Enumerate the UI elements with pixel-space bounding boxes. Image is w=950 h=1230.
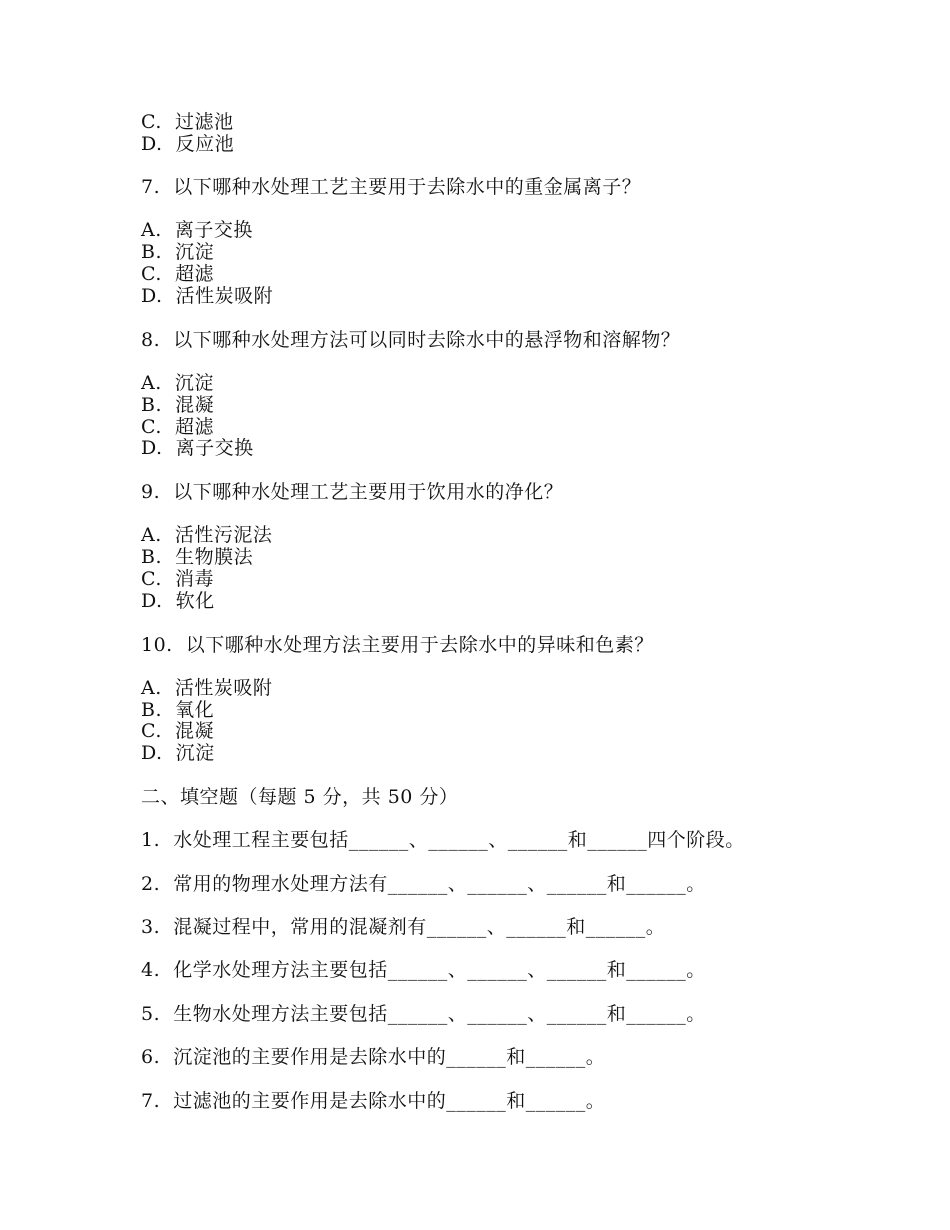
- question-9-stem: 9. 以下哪种水处理工艺主要用于饮用水的净化？: [141, 481, 564, 503]
- fill-blank-1: 1. 水处理工程主要包括______、______、______和______四个阶段。: [141, 829, 745, 851]
- question-8-option-c: C. 超滤: [141, 416, 214, 438]
- question-7-option-d: D. 活性炭吸附: [141, 285, 274, 307]
- question-10-option-a: A. 活性炭吸附: [141, 677, 273, 699]
- question-10-stem: 10. 以下哪种水处理方法主要用于去除水中的异味和色素？: [141, 634, 654, 656]
- section-2-heading: 二、填空题（每题 5 分，共 50 分）: [141, 786, 459, 808]
- question-8-option-a: A. 沉淀: [141, 372, 214, 394]
- question-8-stem: 8. 以下哪种水处理方法可以同时去除水中的悬浮物和溶解物？: [141, 329, 681, 351]
- fill-blank-2: 2. 常用的物理水处理方法有______、______、______和______。: [141, 873, 706, 895]
- question-9-option-c: C. 消毒: [141, 568, 214, 590]
- question-9-option-b: B. 生物膜法: [141, 546, 254, 568]
- question-9-option-d: D. 软化: [141, 590, 215, 612]
- question-8-option-d: D. 离子交换: [141, 437, 254, 459]
- fill-blank-4: 4. 化学水处理方法主要包括______、______、______和______。: [141, 959, 706, 981]
- question-7-option-b: B. 沉淀: [141, 241, 215, 263]
- question-10-option-d: D. 沉淀: [141, 742, 215, 764]
- question-7-option-c: C. 超滤: [141, 263, 214, 285]
- question-8-option-b: B. 混凝: [141, 394, 215, 416]
- question-10-option-b: B. 氧化: [141, 699, 215, 721]
- fill-blank-6: 6. 沉淀池的主要作用是去除水中的______和______。: [141, 1046, 606, 1068]
- question-10-option-c: C. 混凝: [141, 720, 214, 742]
- question-9-option-a: A. 活性污泥法: [141, 524, 273, 546]
- option-d-reaction-tank: D. 反应池: [141, 133, 235, 155]
- fill-blank-5: 5. 生物水处理方法主要包括______、______、______和______。: [141, 1003, 706, 1025]
- question-7-option-a: A. 离子交换: [141, 219, 253, 241]
- question-7-stem: 7. 以下哪种水处理工艺主要用于去除水中的重金属离子？: [141, 176, 642, 198]
- fill-blank-7: 7. 过滤池的主要作用是去除水中的______和______。: [141, 1090, 606, 1112]
- fill-blank-3: 3. 混凝过程中，常用的混凝剂有______、______和______。: [141, 916, 666, 938]
- option-c-filter-tank: C. 过滤池: [141, 111, 234, 133]
